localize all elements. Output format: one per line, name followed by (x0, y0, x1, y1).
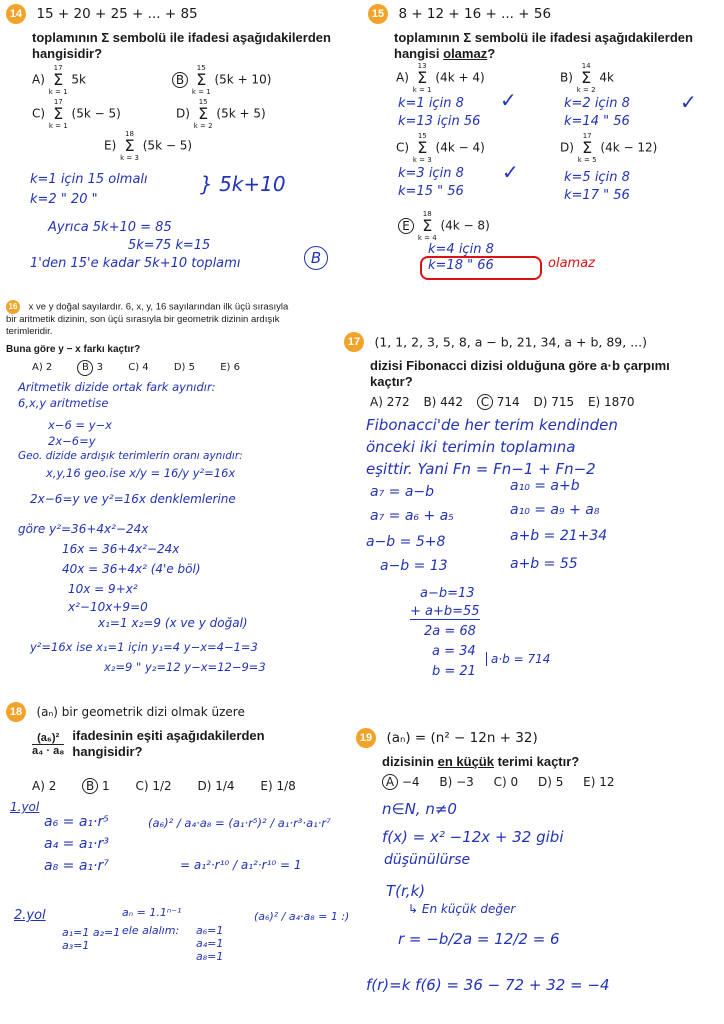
question-stem: dizisinin en küçük terimi kaçtır? (382, 754, 580, 769)
question-stem: toplamının Σ sembolü ile ifadesi aşağıdakilerden hangisi olamaz? (394, 30, 693, 61)
question-stem: x ve y doğal sayılardır. 6, x, y, 16 sayılarından ilk üçü sırasıyla bir aritmetik dizinin, son üçü sırasıyla bir geometrik dizinin ardışık terimleridir. (6, 301, 289, 337)
option-b[interactable]: B) −3 (439, 775, 474, 789)
option-d[interactable]: D) 715 (533, 395, 575, 409)
handwriting-line: 2x−6=y (48, 434, 96, 448)
question-number: 18 (6, 702, 26, 722)
handwriting-line: x²−10x+9=0 (68, 600, 148, 614)
handwriting-line: + a+b=55 (410, 604, 480, 619)
handwriting-line: x₂=9 " y₂=12 y−x=12−9=3 (104, 660, 266, 674)
option-b[interactable]: B) 442 (423, 395, 464, 409)
question-number: 16 (6, 300, 20, 314)
option-e[interactable]: E) 1/8 (260, 779, 296, 793)
handwriting-line: önceki iki terimin toplamına (366, 438, 576, 456)
handwriting-line: k=3 için 8 (398, 166, 464, 181)
handwriting-line: k=1 için 8 (398, 96, 464, 111)
handwriting-line: k=1 için 15 olmalı (30, 172, 148, 187)
handwriting-line: aₙ = 1.1ⁿ⁻¹ (122, 906, 182, 919)
question-17 (344, 332, 714, 390)
handwriting-line: 10x = 9+x² (68, 582, 138, 596)
handwriting-line: f(x) = x² −12x + 32 gibi (382, 828, 564, 846)
option-d[interactable]: D) 5 (537, 775, 564, 789)
handwriting-line: n∈N, n≠0 (382, 800, 457, 818)
handwriting-line: a₆=1 a₄=1 a₈=1 (196, 924, 224, 963)
sequence-expression: (1, 1, 2, 3, 5, 8, a − b, 21, 34, a + b, 89, ...) (374, 334, 648, 350)
handwriting-line: f(r)=k f(6) = 36 − 72 + 32 = −4 (366, 976, 610, 994)
option-b[interactable]: B 15 Σ k = 1 (5k + 10) (172, 64, 271, 96)
handwriting-line: Ayrıca 5k+10 = 85 (48, 220, 172, 235)
options-row (382, 774, 615, 790)
option-a[interactable]: A −4 (382, 775, 420, 789)
option-a[interactable]: A) 2 (32, 779, 57, 793)
option-d[interactable]: D) 17 Σ k = 5 (4k − 12) (560, 132, 658, 164)
question-prompt: Buna göre y − x farkı kaçtır? (6, 344, 141, 355)
option-e[interactable]: E) 12 (583, 775, 615, 789)
handwriting-line: 6,x,y aritmetise (18, 396, 109, 410)
series-expression: 8 + 12 + 16 + ... + 56 (398, 6, 552, 22)
option-b[interactable]: B) 14 Σ k = 2 4k (560, 62, 614, 94)
handwriting-line: k=14 " 56 (564, 114, 630, 129)
handwriting-line: a₁₀ = a+b (510, 478, 580, 494)
checkmark-icon: ✓ (680, 92, 697, 114)
question-number: 17 (344, 332, 364, 352)
handwriting-line: = a₁²·r¹⁰ / a₁²·r¹⁰ = 1 (180, 858, 302, 872)
handwriting-line: } 5k+10 (200, 172, 286, 196)
option-c[interactable]: C) 4 (128, 362, 149, 373)
sequence-expression: (aₙ) = (n² − 12n + 32) (386, 730, 538, 746)
option-e[interactable]: E) 18 Σ k = 3 (5k − 5) (104, 130, 193, 162)
handwriting-line: r = −b/2a = 12/2 = 6 (398, 930, 560, 948)
handwriting-line: ↳ En küçük değer (408, 902, 516, 916)
question-stem: dizisi Fibonacci dizisi olduğuna göre a·b çarpımı kaçtır? (370, 358, 670, 389)
question-16 (6, 294, 296, 358)
handwriting-line: y²=16x ise x₁=1 için y₁=4 y−x=4−1=3 (30, 640, 258, 654)
handwriting-line: (a₆)² / a₄·a₈ = (a₁·r⁵)² / a₁·r³·a₁·r⁷ (148, 816, 331, 830)
handwriting-line: a₄ = a₁·r³ (44, 836, 109, 852)
option-d[interactable]: D) 5 (173, 362, 196, 373)
question-stem: ifadesinin eşiti aşağıdakilerden hangisidir? (72, 728, 265, 759)
question-number: 14 (6, 4, 26, 24)
handwriting-line: k=2 " 20 " (30, 192, 98, 207)
handwriting-line: a₈ = a₁·r⁷ (44, 858, 109, 874)
handwriting-line: 40x = 36+4x² (4'e böl) (62, 562, 201, 576)
question-19 (356, 728, 716, 770)
handwriting-line: göre y²=36+4x²−24x (18, 522, 149, 536)
option-c[interactable]: C) 0 (493, 775, 519, 789)
handwriting-line: 2x−6=y ve y²=16x denklemlerine (30, 492, 236, 506)
handwriting-line: düşünülürse (384, 852, 471, 868)
option-e[interactable]: E 18 Σ k = 4 (4k − 8) (398, 210, 490, 242)
handwriting-line: ele alalım: (122, 924, 180, 937)
handwriting-line: 2a = 68 (424, 624, 476, 639)
handwriting-line: 16x = 36+4x²−24x (62, 542, 180, 556)
handwriting-line: a₁₀ = a₉ + a₈ (510, 502, 600, 518)
handwriting-line: a+b = 55 (510, 556, 578, 572)
question-14 (6, 4, 346, 62)
handwriting-line: a·b = 714 (486, 652, 550, 666)
handwriting-line: k=13 için 56 (398, 114, 481, 129)
option-a[interactable]: A) 13 Σ k = 1 (4k + 4) (396, 62, 485, 94)
handwriting-line: a₆ = a₁·r⁵ (44, 814, 109, 830)
option-b[interactable]: B 1 (82, 779, 109, 793)
handwriting-line: (a₆)² / a₄·a₈ = 1 :) (254, 910, 350, 923)
handwriting-line: k=5 için 8 (564, 170, 630, 185)
handwriting-line: a = 34 (432, 644, 476, 659)
question-18 (6, 702, 346, 760)
option-a[interactable]: A) 17 Σ k = 1 5k (32, 64, 86, 96)
checkmark-icon: ✓ (502, 162, 519, 184)
handwriting-line: x−6 = y−x (48, 418, 112, 432)
question-stem: toplamının Σ sembolü ile ifadesi aşağıdakilerden hangisidir? (32, 30, 331, 61)
handwriting-line: k=2 için 8 (564, 96, 630, 111)
handwriting-line: x,y,16 geo.ise x/y = 16/y y²=16x (46, 466, 236, 480)
handwriting-line: Geo. dizide ardışık terimlerin oranı aynıdır: (18, 450, 243, 462)
handwriting-line: a−b = 5+8 (366, 534, 446, 550)
handwriting-line: T(r,k) (386, 882, 426, 900)
option-d[interactable]: D) 1/4 (197, 779, 235, 793)
option-a[interactable]: A) 2 (32, 362, 53, 373)
handwriting-line: x₁=1 x₂=9 (x ve y doğal) (98, 616, 248, 630)
option-d[interactable]: D) 15 Σ k = 2 (5k + 5) (176, 98, 266, 130)
fraction: (a₆)² a₄ · a₈ (32, 731, 65, 757)
handwriting-line: 5k=75 k=15 (128, 238, 211, 253)
options-row (32, 778, 296, 794)
question-number: 19 (356, 728, 376, 748)
option-e[interactable]: E) 6 (220, 362, 240, 373)
handwriting-line: a₇ = a₆ + a₅ (370, 508, 454, 524)
handwriting-line: a−b=13 (420, 586, 475, 601)
handwriting-line: k=15 " 56 (398, 184, 464, 199)
handwriting-line: k=18 " 66 (428, 258, 494, 273)
option-c[interactable]: C) 17 Σ k = 1 (5k − 5) (32, 98, 121, 130)
question-number: 15 (368, 4, 388, 24)
handwriting-annotation: olamaz (548, 256, 595, 271)
question-intro: (aₙ) bir geometrik dizi olmak üzere (36, 705, 245, 719)
option-e[interactable]: E) 1870 (587, 395, 635, 409)
handwriting-line: Fibonacci'de her terim kendinden (366, 416, 618, 434)
option-a[interactable]: A) 272 (370, 395, 410, 409)
checkmark-icon: ✓ (500, 90, 517, 112)
handwriting-line: 1'den 15'e kadar 5k+10 toplamı (30, 256, 241, 271)
options-row (370, 394, 635, 410)
option-c[interactable]: C) 1/2 (135, 779, 172, 793)
handwriting-line: eşittir. Yani Fn = Fn−1 + Fn−2 (366, 460, 596, 478)
option-c[interactable]: C) 15 Σ k = 3 (4k − 4) (396, 132, 485, 164)
question-15 (368, 4, 708, 62)
handwriting-line: k=17 " 56 (564, 188, 630, 203)
handwriting-line: a₁=1 a₂=1 a₃=1 (62, 926, 121, 952)
options-row (32, 360, 240, 376)
handwriting-answer: B (304, 246, 328, 270)
series-expression: 15 + 20 + 25 + ... + 85 (36, 6, 198, 22)
option-c[interactable]: C 714 (477, 395, 520, 409)
option-b[interactable]: B 3 (77, 362, 103, 373)
handwriting-line: 2.yol (14, 908, 46, 923)
handwriting-line: a−b = 13 (380, 558, 448, 574)
handwriting-line: b = 21 (432, 664, 476, 679)
handwriting-line: a₇ = a−b (370, 484, 435, 500)
handwriting-line: 1.yol (10, 800, 40, 814)
handwriting-line: a+b = 21+34 (510, 528, 608, 544)
handwriting-line: Aritmetik dizide ortak fark aynıdır: (18, 380, 216, 394)
handwriting-line: k=4 için 8 (428, 242, 494, 257)
